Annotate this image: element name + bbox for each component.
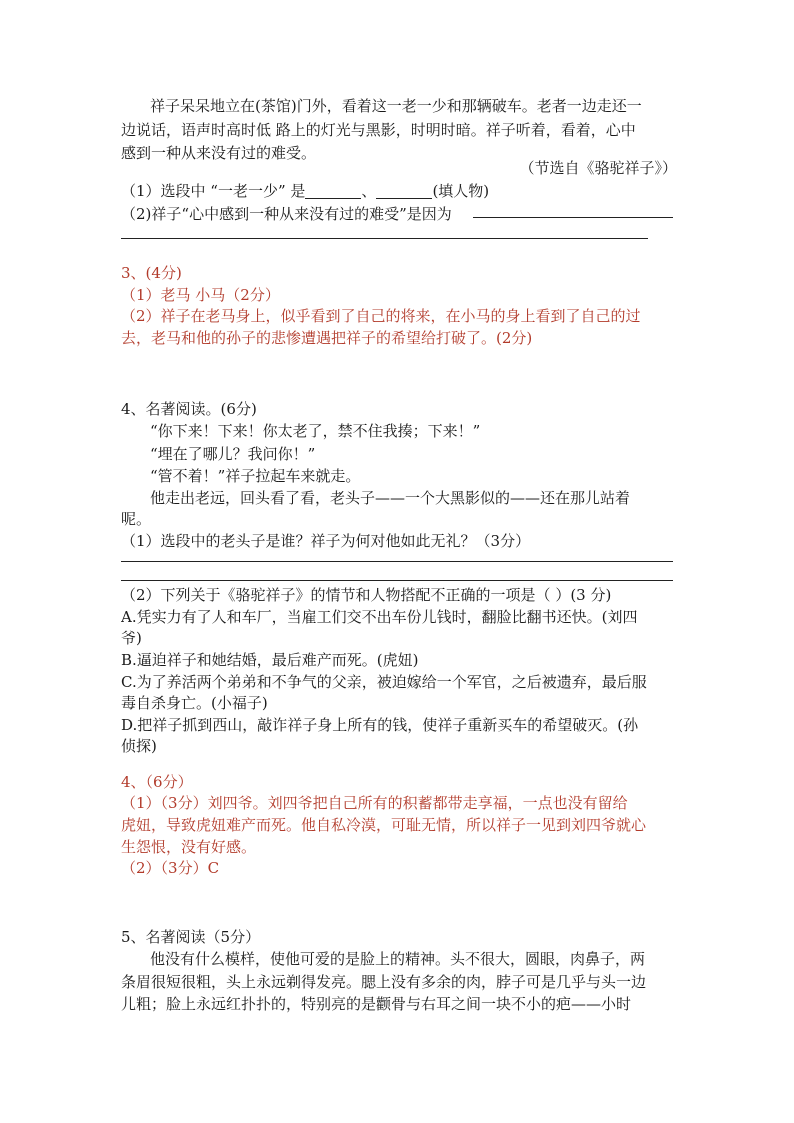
answer-blank-line[interactable] [121, 238, 648, 239]
passage-line: 感到一种从来没有过的难受。 [121, 144, 317, 162]
answer-heading: 4、（6分） [121, 773, 193, 791]
source-citation: （节选自《骆驼祥子》） [519, 159, 677, 177]
question-line: （2）下列关于《骆驼祥子》的情节和人物搭配不正确的一项是（ ）(3 分) [121, 586, 612, 604]
option-line: A.凭实力有了人和车厂，当雇工们交不出车份儿钱时，翻脸比翻书还快。(刘四 [121, 608, 638, 626]
option-line: 侦探) [121, 737, 157, 755]
question-line [121, 203, 677, 225]
blank-field[interactable] [376, 183, 432, 199]
passage-line: 条眉很短很粗，头上永远剃得发亮。腮上没有多余的肉，脖子可是几乎与头一边 [121, 973, 647, 991]
question-note: (填人物) [432, 182, 490, 200]
passage-line: “你下来！下来！你太老了，禁不住我揍；下来！” [150, 422, 481, 440]
passage-line: 呢。 [121, 510, 152, 528]
option-line: 爷) [121, 629, 142, 647]
answer-blank-line[interactable] [473, 217, 673, 218]
answer-line: 虎妞，导致虎妞难产而死。他自私冷漠，可耻无情，所以祥子一见到刘四爷就心 [121, 816, 647, 834]
separator: 、 [361, 182, 377, 200]
answer-line: 去，老马和他的孙子的悲惨遭遇把祥子的希望给打破了。(2分) [121, 329, 533, 347]
answer-line: （1）老马 小马（2分） [121, 286, 280, 304]
option-line: B.逼迫祥子和她结婚，最后难产而死。(虎妞) [121, 651, 419, 669]
answer-line: （1）（3分）刘四爷。刘四爷把自己所有的积蓄都带走享福，一点也没有留给 [121, 794, 628, 812]
option-line: C.为了养活两个弟弟和不争气的父亲，被迫嫁给一个军官，之后被遗弃，最后服 [121, 673, 647, 691]
question-text: （2)祥子“心中感到一种从来没有过的难受”是因为 [121, 205, 452, 223]
passage-line: “管不着！”祥子拉起车来就走。 [150, 467, 361, 485]
option-line: D.把祥子抓到西山，敲诈祥子身上所有的钱，使祥子重新买车的希望破灭。(孙 [121, 716, 639, 734]
passage-line: “埋在了哪儿？我问你！” [150, 445, 316, 463]
answer-heading: 3、(4分) [121, 264, 182, 282]
section-heading: 5、名著阅读（5分） [121, 928, 261, 946]
question-text: （1）选段中 “一老一少” 是 [121, 182, 306, 200]
question-line [121, 180, 677, 202]
answer-blank-line[interactable] [121, 580, 673, 581]
option-line: 毒自杀身亡。(小福子) [121, 694, 268, 712]
passage-line: 他没有什么模样，使他可爱的是脸上的精神。头不很大，圆眼，肉鼻子，两 [150, 950, 646, 968]
answer-line: （2）（3分）C [121, 859, 220, 877]
answer-line: （2）祥子在老马身上，似乎看到了自己的将来，在小马的身上看到了自己的过 [121, 307, 641, 325]
answer-blank-line[interactable] [121, 561, 673, 562]
section-heading: 4、名著阅读。(6分) [121, 400, 257, 418]
blank-field[interactable] [305, 183, 361, 199]
answer-line: 生怨恨，没有好感。 [121, 838, 257, 856]
passage-line: 儿粗；脸上永远红扑扑的，特别亮的是颧骨与右耳之间一块不小的疤——小时 [121, 995, 632, 1013]
passage-line: 他走出老远，回头看了看，老头子——一个大黑影似的——还在那儿站着 [150, 489, 631, 507]
passage-line: 边说话，语声时高时低 路上的灯光与黑影，时明时暗。祥子听着，看着，心中 [121, 121, 636, 139]
passage-line: 祥子呆呆地立在(茶馆)门外，看着这一老一少和那辆破车。老者一边走还一 [150, 97, 642, 115]
question-line: （1）选段中的老头子是谁？祥子为何对他如此无礼？（3分） [121, 532, 531, 550]
